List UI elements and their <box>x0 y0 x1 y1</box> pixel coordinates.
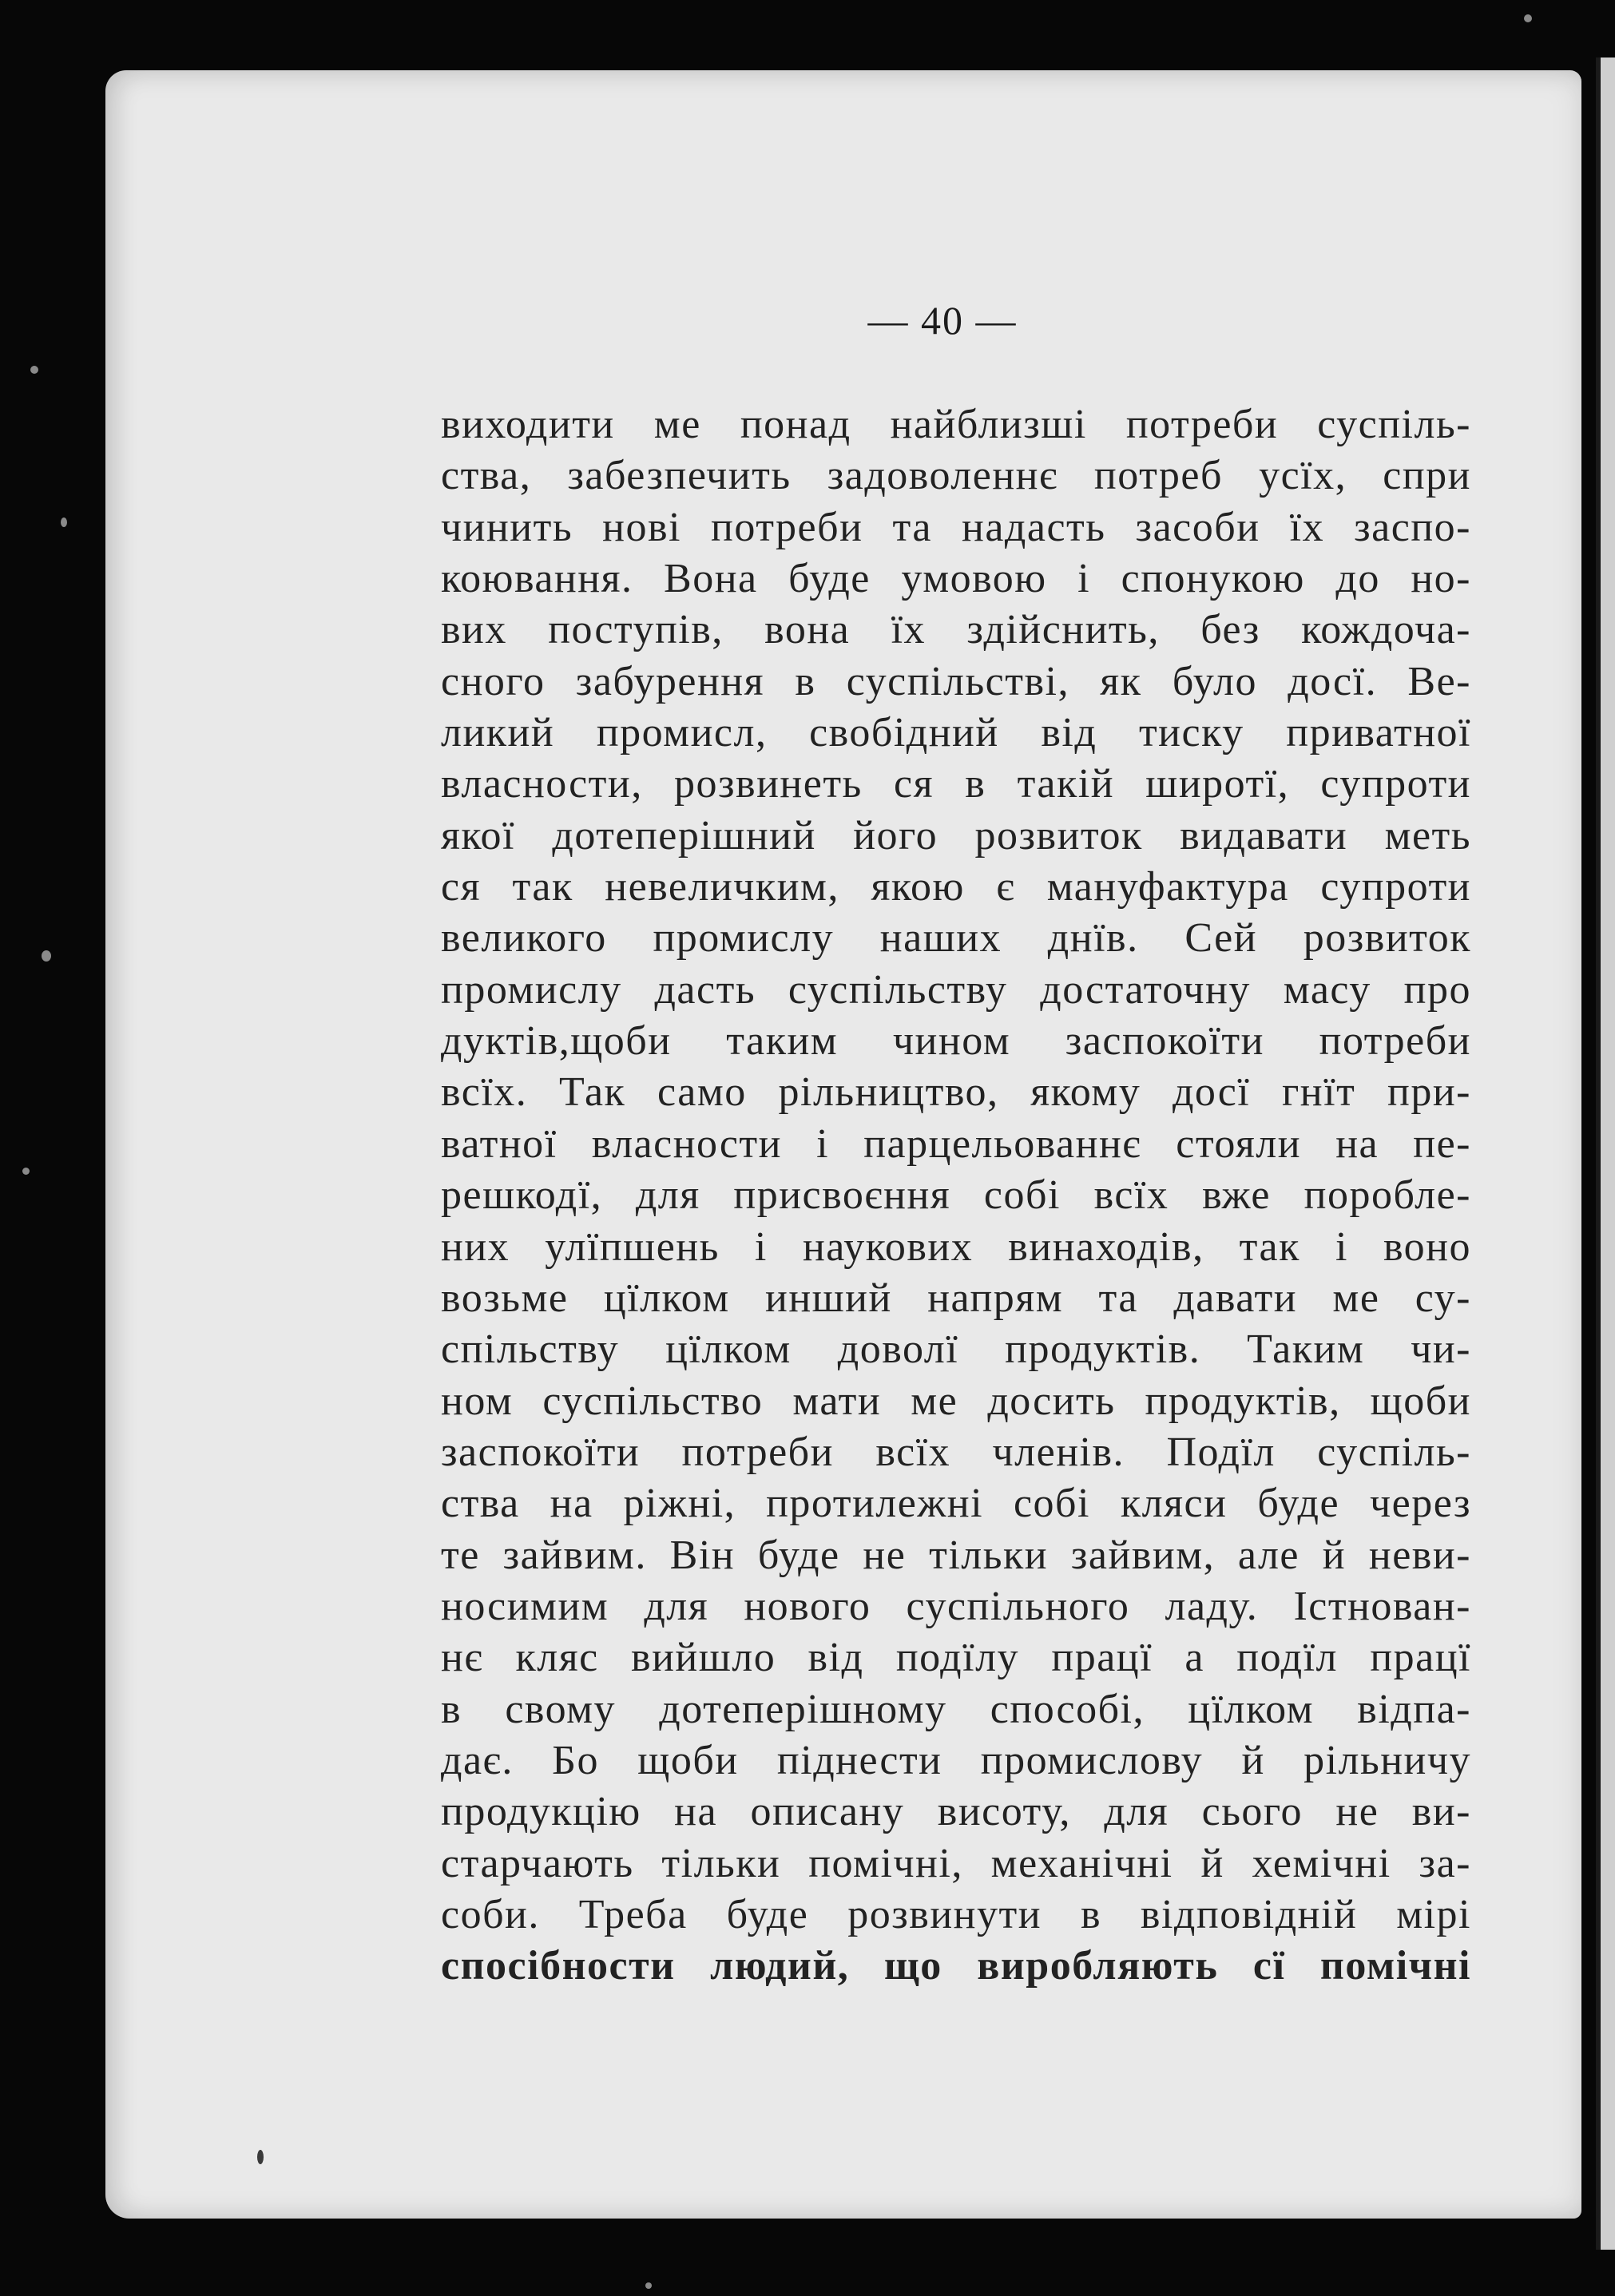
text-line: продукцію на описану висоту, для сього не ви- <box>441 1789 1471 1835</box>
text-line: спільству цїлком доволї продуктів. Таким чи- <box>441 1326 1471 1373</box>
text-line: виходити ме понад найблизші потреби суспіль- <box>441 402 1471 447</box>
text-line: спосібности людий, що виробляють сї помічні <box>441 1943 1471 1989</box>
text-line: коювання. Вона буде умовою і спонукою до но- <box>441 556 1471 602</box>
scan-speck <box>645 2282 652 2289</box>
text-line: ства, забезпечить задоволеннє потреб усїх, спри <box>441 453 1471 499</box>
text-line: носимим для нового суспільного ладу. Істнован- <box>441 1583 1471 1629</box>
text-line: ликий промисл, свобідний від тиску приватної <box>441 710 1471 756</box>
text-line: в свому дотеперішному способі, цїлком відпа- <box>441 1686 1471 1732</box>
text-line: чинить нові потреби та надасть засоби їх заспо- <box>441 504 1471 550</box>
text-line: те зайвим. Він буде не тільки зайвим, але й неви- <box>441 1532 1471 1578</box>
text-line: старчають тільки помічні, механічні й хемічні за- <box>441 1840 1471 1886</box>
text-line: великого промислу наших днїв. Сей розвиток <box>441 915 1471 962</box>
text-line: всїх. Так само рільництво, якому досї гнїт при- <box>441 1069 1471 1116</box>
text-line: заспокоїти потреби всїх членів. Подїл суспіль- <box>441 1429 1471 1475</box>
scan-speck <box>1524 14 1532 22</box>
text-line: возьме цїлком инший напрям та давати ме су- <box>441 1275 1471 1321</box>
page-number: — 40 — <box>867 298 1018 343</box>
text-line: дає. Бо щоби піднести промислову й рільничу <box>441 1737 1471 1783</box>
text-line: решкодї, для присвоєння собі всїх вже поробле- <box>441 1172 1471 1219</box>
text-line: соби. Треба буде розвинути в відповідній мірі <box>441 1891 1471 1937</box>
text-line: ства на ріжні, протилежні собі кляси буде через <box>441 1481 1471 1527</box>
scan-speck <box>61 517 67 527</box>
text-line: нє кляс вийшло від подїлу працї а подїл працї <box>441 1635 1471 1681</box>
text-line: вих поступів, вона їх здійснить, без кождоча- <box>441 607 1471 653</box>
scan-speck <box>30 366 38 374</box>
text-line: ся так невеличким, якою є мануфактура супроти <box>441 864 1471 910</box>
adjacent-page-edge <box>1596 57 1615 2250</box>
text-line: них улїпшень і наукових винаходів, так і воно <box>441 1223 1471 1270</box>
text-line: ном суспільство мати ме досить продуктів, щоби <box>441 1378 1471 1424</box>
text-line: промислу дасть суспільству достаточну масу про <box>441 966 1471 1013</box>
text-line: ватної власности і парцельованнє стояли на пе- <box>441 1120 1471 1167</box>
scan-speck <box>257 2150 264 2164</box>
text-line: власности, розвинеть ся в такій широтї, супроти <box>441 761 1471 807</box>
page-body-text <box>441 399 1471 1993</box>
scan-speck <box>42 950 51 962</box>
scan-speck <box>22 1168 30 1175</box>
text-line: якої дотеперішний його розвиток видавати меть <box>441 812 1471 859</box>
text-line: сного забурення в суспільстві, як було досї. Ве- <box>441 658 1471 704</box>
text-line: дуктів,щоби таким чином заспокоїти потреби <box>441 1018 1471 1065</box>
